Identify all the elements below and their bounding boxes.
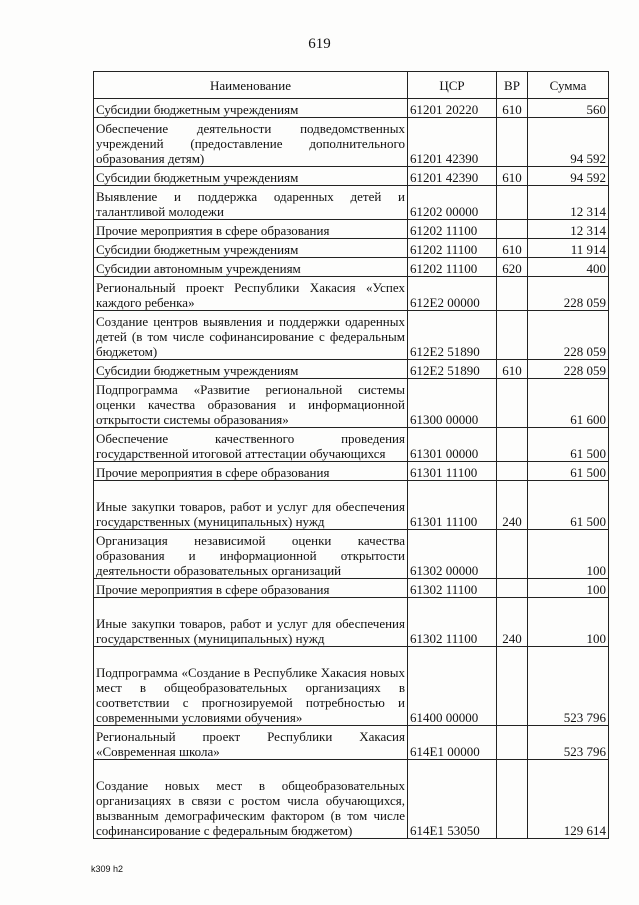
row-vr [497, 462, 528, 481]
row-sum: 400 [528, 258, 609, 277]
row-vr [497, 311, 528, 360]
row-vr [497, 726, 528, 760]
table-row [94, 760, 609, 839]
table-row [94, 277, 609, 311]
row-vr [497, 220, 528, 239]
row-sum: 12 314 [528, 220, 609, 239]
budget-table [93, 71, 609, 839]
table-row [94, 647, 609, 726]
header-vr: ВР [497, 72, 528, 99]
row-sum: 129 614 [528, 760, 609, 839]
row-name: Субсидии бюджетным учреждениям [94, 360, 408, 379]
row-name: Субсидии бюджетным учреждениям [94, 99, 408, 118]
footer-code: k309 h2 [91, 864, 124, 874]
row-csr: 61301 11100 [408, 462, 497, 481]
row-name: Иные закупки товаров, работ и услуг для обеспечения государственных (муниципальных) нужд [94, 481, 408, 530]
table-row [94, 579, 609, 598]
row-sum: 11 914 [528, 239, 609, 258]
table-row [94, 311, 609, 360]
row-csr: 612E2 00000 [408, 277, 497, 311]
row-sum: 61 600 [528, 379, 609, 428]
table-row [94, 428, 609, 462]
row-name: Субсидии бюджетным учреждениям [94, 239, 408, 258]
row-name: Создание новых мест в общеобразовательных организациях в связи с ростом числа обучающихся, вызванным демографическим фактором (в том числе софинансирование с федеральным бюджетом) [94, 760, 408, 839]
row-sum: 12 314 [528, 186, 609, 220]
row-sum: 228 059 [528, 360, 609, 379]
header-row [94, 72, 609, 99]
row-csr: 61302 00000 [408, 530, 497, 579]
row-csr: 61302 11100 [408, 598, 497, 647]
table-row [94, 99, 609, 118]
table-row [94, 360, 609, 379]
header-sum: Сумма [528, 72, 609, 99]
row-name: Подпрограмма «Развитие региональной системы оценки качества образования и информационной открытости системы образования» [94, 379, 408, 428]
row-name: Прочие мероприятия в сфере образования [94, 220, 408, 239]
row-sum: 94 592 [528, 118, 609, 167]
row-csr: 61201 42390 [408, 118, 497, 167]
row-csr: 61302 11100 [408, 579, 497, 598]
row-vr: 610 [497, 239, 528, 258]
row-name: Обеспечение качественного проведения государственной итоговой аттестации обучающихся [94, 428, 408, 462]
row-vr: 610 [497, 167, 528, 186]
row-csr: 61202 00000 [408, 186, 497, 220]
table-row [94, 481, 609, 530]
row-name: Выявление и поддержка одаренных детей и талантливой молодежи [94, 186, 408, 220]
table-row [94, 726, 609, 760]
row-sum: 523 796 [528, 647, 609, 726]
row-csr: 61201 20220 [408, 99, 497, 118]
table-row [94, 379, 609, 428]
row-vr [497, 760, 528, 839]
row-vr [497, 118, 528, 167]
row-name: Субсидии бюджетным учреждениям [94, 167, 408, 186]
row-csr: 612E2 51890 [408, 360, 497, 379]
row-csr: 61202 11100 [408, 239, 497, 258]
table-row [94, 598, 609, 647]
header-name: Наименование [94, 72, 408, 99]
row-vr: 240 [497, 598, 528, 647]
row-name: Региональный проект Республики Хакасия «Современная школа» [94, 726, 408, 760]
row-name: Региональный проект Республики Хакасия «Успех каждого ребенка» [94, 277, 408, 311]
row-sum: 94 592 [528, 167, 609, 186]
row-sum: 560 [528, 99, 609, 118]
row-sum: 100 [528, 530, 609, 579]
row-name: Обеспечение деятельности подведомственных учреждений (предоставление дополнительного образования детям) [94, 118, 408, 167]
row-name: Прочие мероприятия в сфере образования [94, 462, 408, 481]
row-vr [497, 530, 528, 579]
page-number: 619 [308, 36, 331, 52]
row-sum: 523 796 [528, 726, 609, 760]
table-row [94, 258, 609, 277]
header-csr: ЦСР [408, 72, 497, 99]
row-vr [497, 277, 528, 311]
table-row [94, 239, 609, 258]
row-name: Организация независимой оценки качества образования и информационной открытости деятельности образовательных организаций [94, 530, 408, 579]
row-name: Иные закупки товаров, работ и услуг для обеспечения государственных (муниципальных) нужд [94, 598, 408, 647]
row-csr: 61202 11100 [408, 258, 497, 277]
row-sum: 100 [528, 598, 609, 647]
table-row [94, 186, 609, 220]
row-csr: 61301 11100 [408, 481, 497, 530]
row-csr: 61201 42390 [408, 167, 497, 186]
row-vr: 610 [497, 99, 528, 118]
row-vr: 610 [497, 360, 528, 379]
row-vr [497, 579, 528, 598]
row-vr: 620 [497, 258, 528, 277]
table-row [94, 530, 609, 579]
row-sum: 61 500 [528, 481, 609, 530]
row-csr: 614E1 53050 [408, 760, 497, 839]
row-sum: 228 059 [528, 277, 609, 311]
table-body [94, 99, 609, 839]
row-csr: 61400 00000 [408, 647, 497, 726]
table-row [94, 167, 609, 186]
row-vr [497, 428, 528, 462]
row-csr: 61300 00000 [408, 379, 497, 428]
row-sum: 61 500 [528, 428, 609, 462]
table-row [94, 220, 609, 239]
table-row [94, 462, 609, 481]
row-sum: 228 059 [528, 311, 609, 360]
row-sum: 100 [528, 579, 609, 598]
row-csr: 612E2 51890 [408, 311, 497, 360]
row-vr [497, 379, 528, 428]
row-vr [497, 647, 528, 726]
table-row [94, 118, 609, 167]
row-name: Субсидии автономным учреждениям [94, 258, 408, 277]
row-name: Создание центров выявления и поддержки одаренных детей (в том числе софинансирование с федеральным бюджетом) [94, 311, 408, 360]
row-csr: 61202 11100 [408, 220, 497, 239]
row-name: Подпрограмма «Создание в Республике Хакасия новых мест в общеобразовательных организациях в соответствии с прогнозируемой потребностью и современными условиями обучения» [94, 647, 408, 726]
row-name: Прочие мероприятия в сфере образования [94, 579, 408, 598]
row-vr: 240 [497, 481, 528, 530]
row-sum: 61 500 [528, 462, 609, 481]
row-csr: 61301 00000 [408, 428, 497, 462]
row-vr [497, 186, 528, 220]
row-csr: 614E1 00000 [408, 726, 497, 760]
